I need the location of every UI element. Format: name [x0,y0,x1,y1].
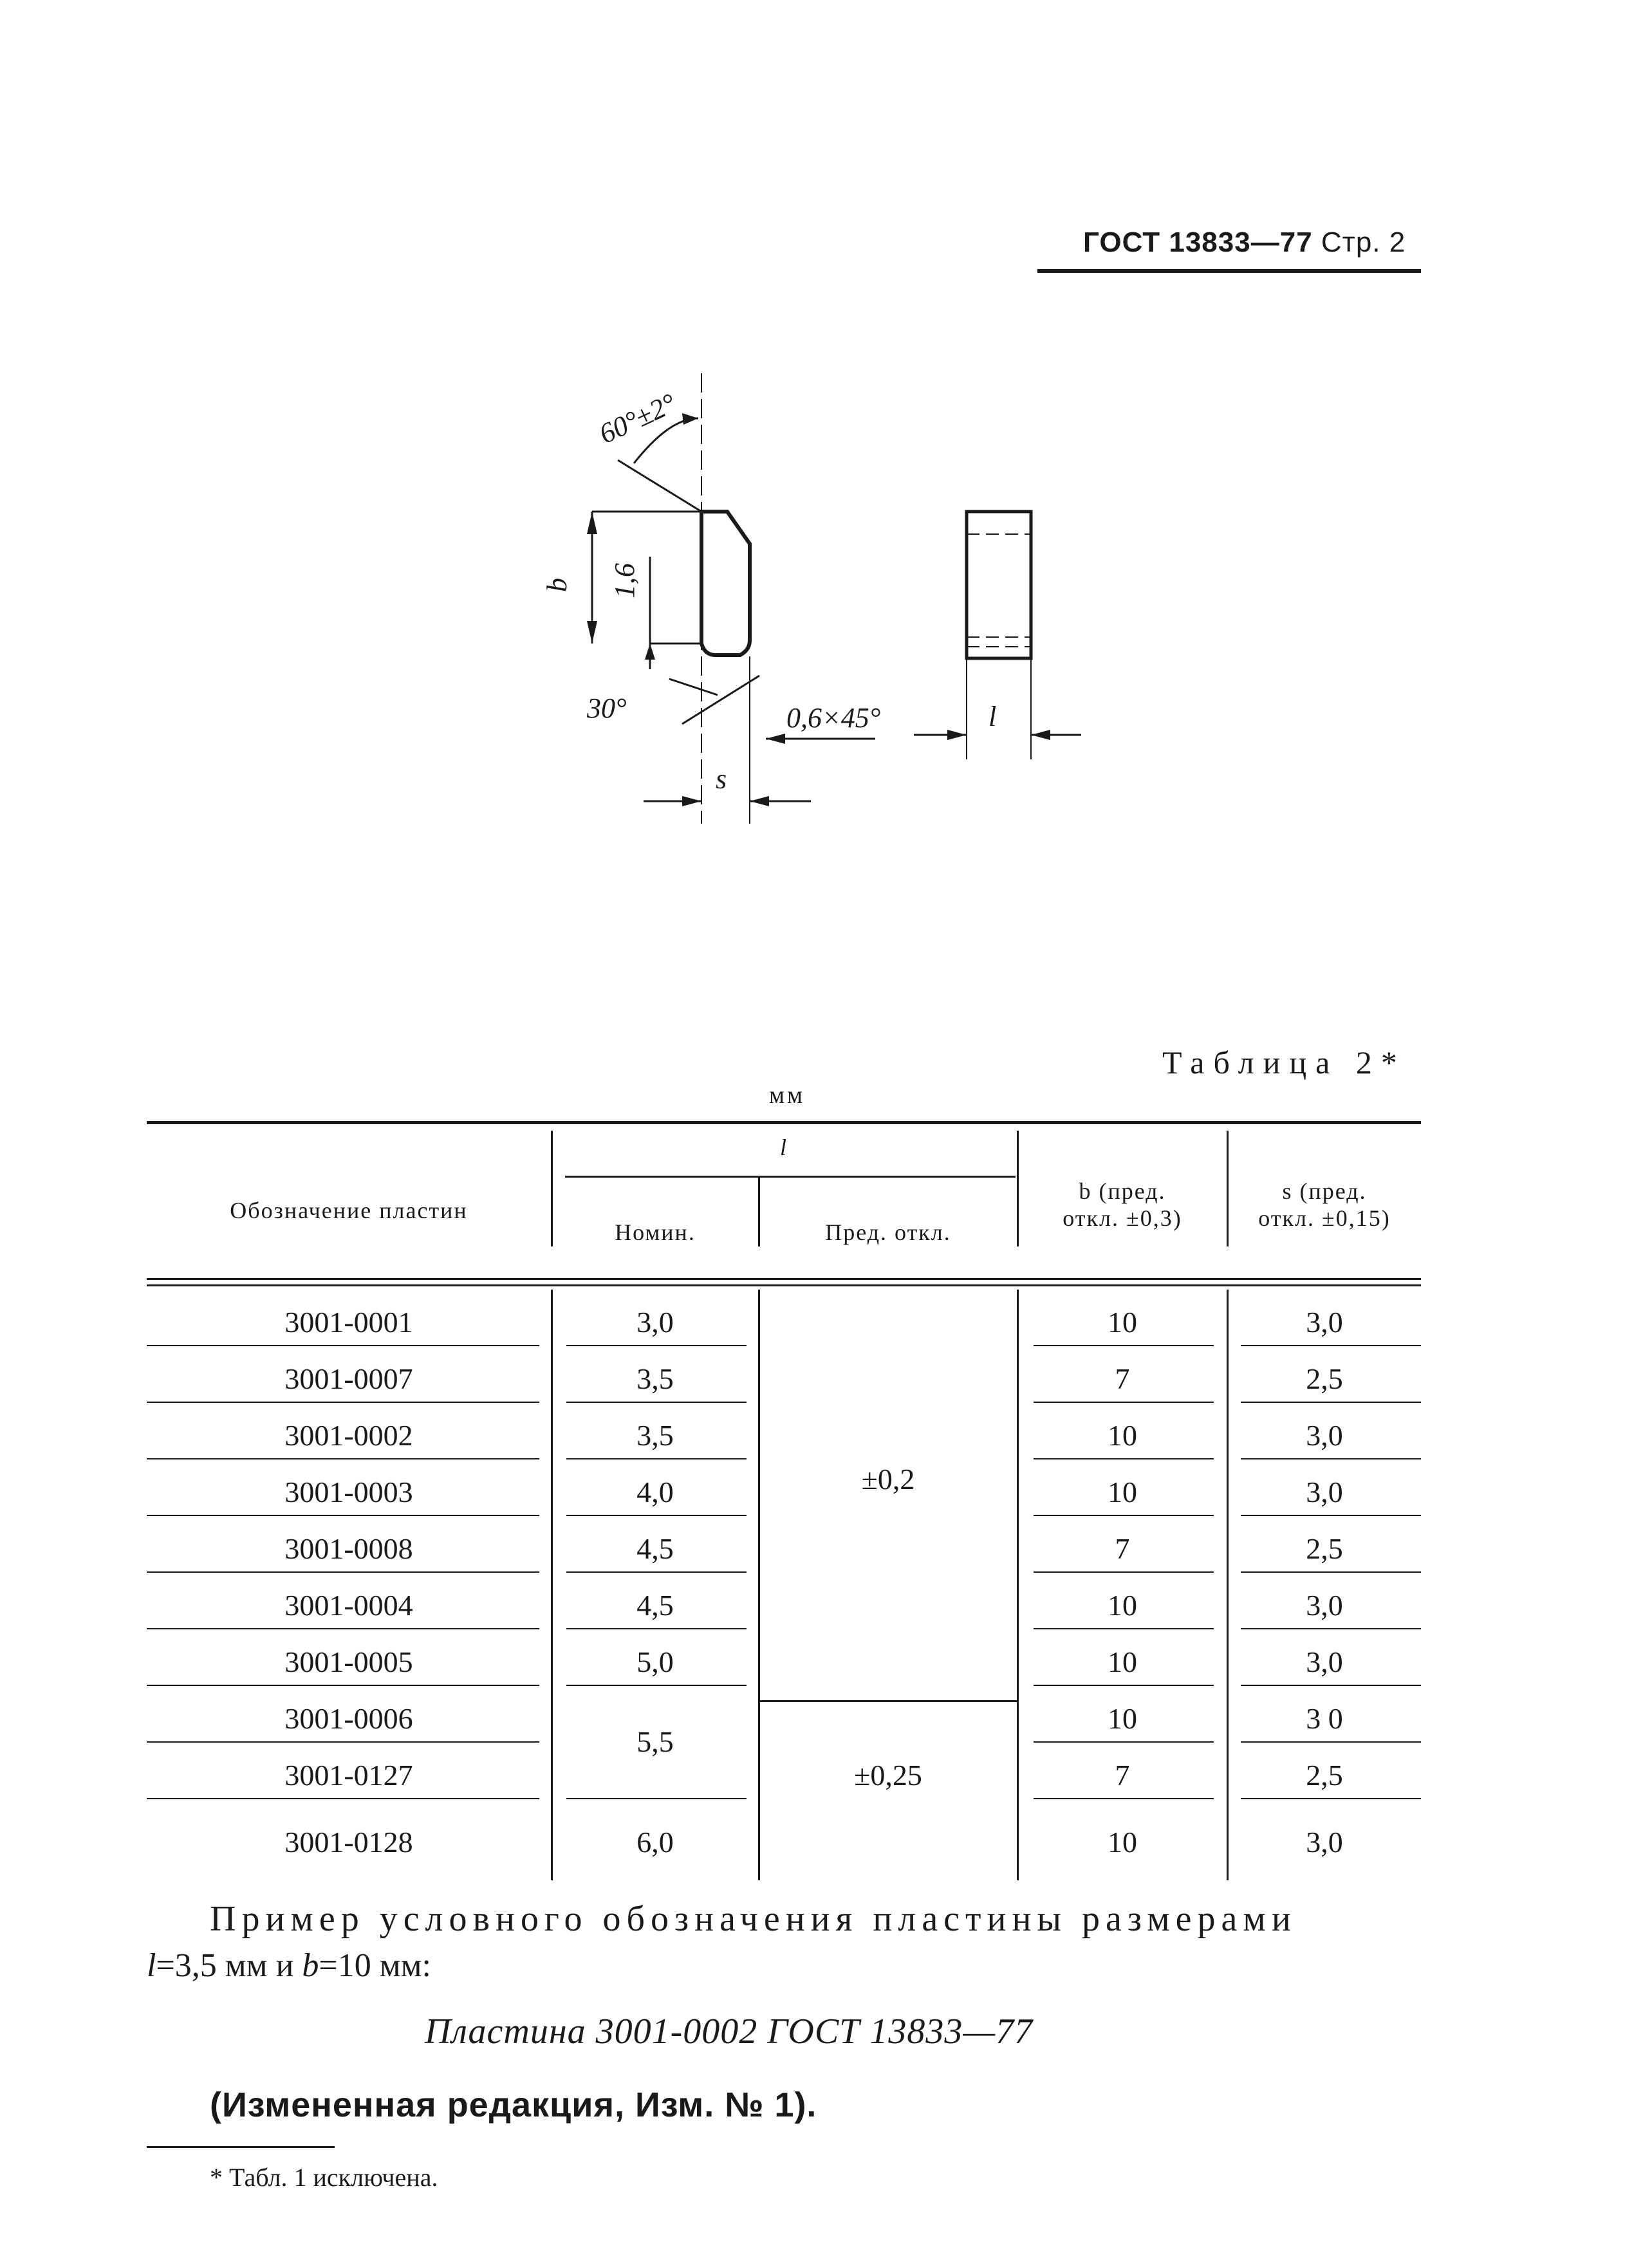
cell-b: 10 [1108,1476,1137,1508]
cell-b: 10 [1108,1589,1137,1622]
cell-b: 7 [1115,1362,1130,1395]
table-caption: Таблица 2* [1162,1044,1406,1080]
header-nom: Номин. [615,1219,696,1245]
example-intro: Пример условного обозначения пластины размерами [210,1899,1297,1939]
cell-s: 2,5 [1306,1362,1343,1395]
example-designation: Пластина 3001-0002 ГОСТ 13833—77 [425,2012,1034,2052]
cell-s: 3,0 [1306,1589,1343,1622]
cell-s: 3,0 [1306,1419,1343,1452]
cell-b: 10 [1108,1306,1137,1338]
label-s: s [716,763,727,795]
dimensions-table [147,1121,1421,1880]
cell-s: 3,0 [1306,1645,1343,1678]
example-params [147,1947,431,1985]
cell-s: 3,0 [1306,1306,1343,1338]
header-s-line2: откл. ±0,15) [1258,1205,1391,1231]
deviation-group-1: ±0,2 [861,1463,915,1496]
cell-l-nominal: 3,5 [636,1362,674,1395]
table-row [147,1403,1421,1459]
table-row [147,1573,1421,1629]
angle-top-label: 60°±2° [594,387,681,450]
label-b: b [541,578,573,592]
cell-designation: 3001-0008 [284,1532,413,1565]
header-b-line2: откл. ±0,3) [1063,1205,1182,1231]
chamfer-label: 0,6×45° [786,702,881,734]
label-l: l [988,701,997,732]
header-s [1228,1178,1421,1232]
example-l-value: =3,5 мм и [156,1947,294,1984]
header-b-line1: b (пред. [1079,1178,1166,1204]
cell-b: 10 [1108,1645,1137,1678]
header-s-line1: s (пред. [1282,1178,1367,1204]
cell-l-nominal: 5,0 [636,1645,674,1678]
cell-s: 3,0 [1306,1476,1343,1508]
deviation-group-2: ±0,25 [854,1759,922,1792]
header-dev: Пред. откл. [825,1219,951,1245]
example-l-symbol: l [147,1947,156,1984]
table-row [147,1686,1421,1758]
cell-l-nominal: 3,5 [636,1419,674,1452]
cell-b: 7 [1115,1759,1130,1792]
page-number: Стр. 2 [1321,227,1406,258]
cell-b: 10 [1108,1419,1137,1452]
table-row [147,1516,1421,1573]
cell-l-nominal: 4,0 [636,1476,674,1508]
cell-b: 10 [1108,1702,1137,1735]
plate-profile [701,512,750,655]
cell-designation: 3001-0002 [284,1419,413,1452]
cell-s: 2,5 [1306,1759,1343,1792]
cell-s: 3 0 [1306,1702,1343,1735]
cell-l-nominal: 4,5 [636,1589,674,1622]
cell-l-nominal: 5,5 [636,1725,674,1758]
example-b-value: =10 мм: [319,1947,432,1984]
amended-note: (Измененная редакция, Изм. № 1). [210,2086,817,2124]
gost-number: ГОСТ 13833—77 [1083,227,1313,258]
cell-l-nominal: 3,0 [636,1306,674,1338]
cell-s: 3,0 [1306,1826,1343,1858]
cell-designation: 3001-0007 [284,1362,413,1395]
cell-designation: 3001-0004 [284,1589,413,1622]
example-b-symbol: b [302,1947,319,1984]
cell-b: 7 [1115,1532,1130,1565]
footnote-rule [147,2146,335,2148]
header-l: l [779,1135,788,1160]
angle-30-label: 30° [587,692,627,724]
cell-b: 10 [1108,1826,1137,1858]
table-units: мм [769,1082,806,1109]
cell-l-nominal: 4,5 [636,1532,674,1565]
cell-designation: 3001-0006 [284,1702,413,1735]
cell-designation: 3001-0003 [284,1476,413,1508]
table-row [147,1346,1421,1403]
cell-l-nominal: 6,0 [636,1826,674,1858]
cell-designation: 3001-0005 [284,1645,413,1678]
table-row [147,1290,1421,1346]
table-row [147,1810,1421,1866]
cell-designation: 3001-0128 [284,1826,413,1858]
cell-designation: 3001-0127 [284,1759,413,1792]
table-row [147,1629,1421,1686]
technical-drawing [0,0,1652,901]
header-designation: Обозначение пластин [230,1198,468,1223]
cell-s: 2,5 [1306,1532,1343,1565]
header-b [1018,1178,1227,1232]
label-1-6: 1,6 [609,563,640,598]
footnote: * Табл. 1 исключена. [210,2163,438,2192]
cell-designation: 3001-0001 [284,1306,413,1338]
